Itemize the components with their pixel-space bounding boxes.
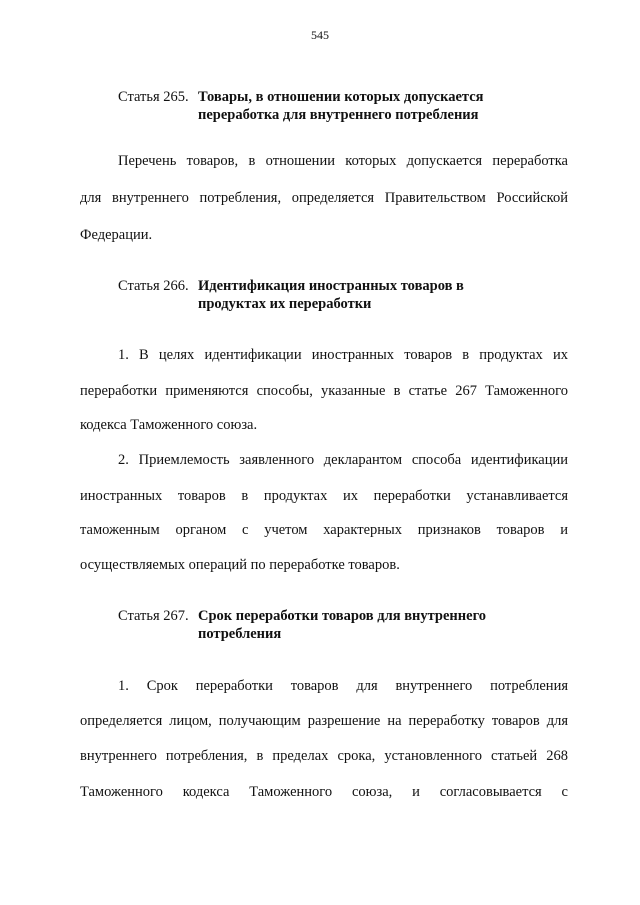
paragraph-line: 1. Срок переработки товаров для внутреннего потребления [118,678,568,694]
article-heading [118,607,538,647]
paragraph-line: 1. В целях идентификации иностранных товаров в продуктах их [118,347,568,363]
paragraph-line: Перечень товаров, в отношении которых допускается переработка [118,153,568,169]
paragraph-line: для внутреннего потребления, определяется Правительством Российской [80,190,568,206]
article-label: Статья 267. [118,608,189,624]
paragraph-line: осуществляемых операций по переработке товаров. [80,557,400,573]
article-heading [118,277,538,317]
paragraph-line: Федерации. [80,227,153,243]
paragraph-line: переработки применяются способы, указанные в статье 267 Таможенного [80,383,568,399]
article-heading [118,88,538,128]
paragraph-line: определяется лицом, получающим разрешение на переработку товаров для [80,713,568,729]
paragraph-line: внутреннего потребления, в пределах срока, установленного статьей 268 [80,748,568,764]
page-number: 545 [311,28,329,42]
article-label: Статья 266. [118,278,189,294]
article-title: Срок переработки товаров для внутреннего потребления [198,608,487,642]
article-title: Идентификация иностранных товаров в продуктах их переработки [198,278,464,312]
article-label: Статья 265. [118,89,189,105]
article-title: Товары, в отношении которых допускается переработка для внутреннего потребления [198,89,484,123]
paragraph-line: иностранных товаров в продуктах их переработки устанавливается [80,488,568,504]
paragraph-line: кодекса Таможенного союза. [80,417,258,433]
paragraph-line: 2. Приемлемость заявленного декларантом способа идентификации [118,452,568,468]
paragraph-line: Таможенного кодекса Таможенного союза, и согласовывается с [80,784,568,800]
paragraph-line: таможенным органом с учетом характерных признаков товаров и [80,522,568,538]
